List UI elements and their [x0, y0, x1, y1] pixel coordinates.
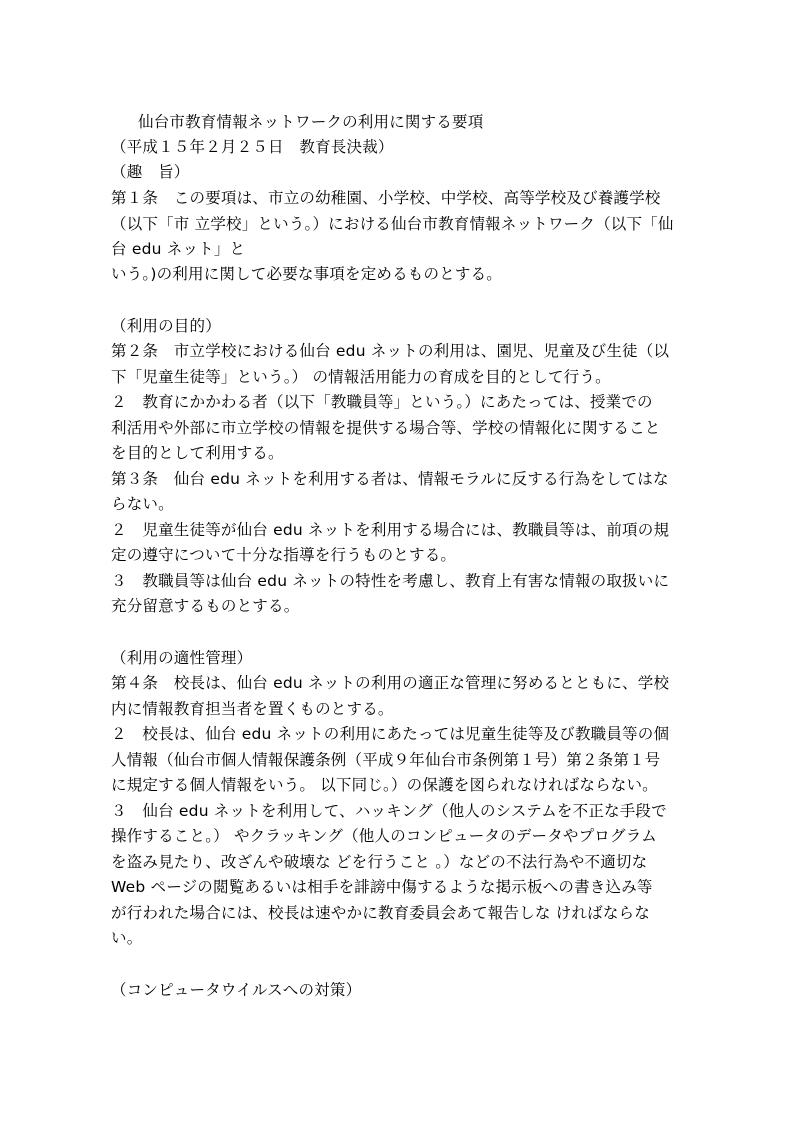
document-title: 仙台市教育情報ネットワークの利用に関する要項	[138, 113, 484, 131]
body-line: ３ 仙台 edu ネットを利用して、ハッキング（他人のシステムを不正な手段で	[111, 802, 667, 820]
body-line: 下「児童生徒等」という。） の情報活用能力の育成を目的として行う。	[111, 368, 611, 386]
body-line: （以下「市 立学校」という。）における仙台市教育情報ネットワーク（以下「仙	[111, 215, 674, 233]
document-date: （平成１５年２月２５日 教育長決裁）	[111, 138, 394, 156]
body-line: 台 edu ネット」と	[111, 240, 246, 258]
body-line: を盗み見たり、改ざんや破壊な どを行うこと 。）などの不法行為や不適切な	[111, 853, 648, 871]
body-line: 充分留意するものとする。	[111, 597, 300, 615]
body-line: 利活用や外部に市立学校の情報を提供する場合等、学校の情報化に関すること	[111, 419, 661, 437]
body-line: 定の遵守について十分な指導を行うものとする。	[111, 546, 457, 564]
body-line: い。	[111, 929, 143, 947]
body-line: 内に情報教育担当者を置くものとする。	[111, 700, 394, 718]
section-heading: （趣 旨）	[111, 163, 190, 181]
body-line: 第３条 仙台 edu ネットを利用する者は、情報モラルに反する行為をしてはな	[111, 470, 669, 488]
body-line: が行われた場合には、校長は速やかに教育委員会あて報告しな ければならな	[111, 904, 650, 922]
body-line: ２ 教育にかかわる者（以下「教職員等」という。）にあたっては、授業での	[111, 393, 653, 411]
section-heading: （利用の適性管理）	[111, 649, 253, 667]
body-line: ３ 教職員等は仙台 edu ネットの特性を考慮し、教育上有害な情報の取扱いに	[111, 572, 670, 590]
body-line: Web ページの閲覧あるいは相手を誹謗中傷するような掲示板への書き込み等	[111, 878, 653, 896]
body-line: 第４条 校長は、仙台 edu ネットの利用の適正な管理に努めるとともに、学校	[111, 674, 670, 692]
body-line: 操作すること。） やクラッキング（他人のコンピュータのデータやプログラム	[111, 827, 657, 845]
body-line: 第２条 市立学校における仙台 edu ネットの利用は、園児、児童及び生徒（以	[111, 342, 670, 360]
body-line: 第１条 この要項は、市立の幼稚園、小学校、中学校、高等学校及び養護学校	[111, 189, 661, 207]
body-line: ２ 児童生徒等が仙台 edu ネットを利用する場合には、教職員等は、前項の規	[111, 521, 670, 539]
body-line: を目的として利用する。	[111, 444, 284, 462]
section-heading: （利用の目的）	[111, 317, 221, 335]
section-heading: （コンピュータウイルスへの対策）	[111, 981, 362, 999]
body-line: ２ 校長は、仙台 edu ネットの利用にあたっては児童生徒等及び教職員等の個	[111, 725, 670, 743]
body-line: いう。)の利用に関して必要な事項を定めるものとする。	[111, 265, 502, 283]
body-line: らない。	[111, 495, 174, 513]
body-line: 人情報（仙台市個人情報保護条例（平成９年仙台市条例第１号）第２条第１号	[111, 751, 661, 769]
body-line: に規定する個人情報をいう。 以下同じ。）の保護を図られなければならない。	[111, 776, 658, 794]
